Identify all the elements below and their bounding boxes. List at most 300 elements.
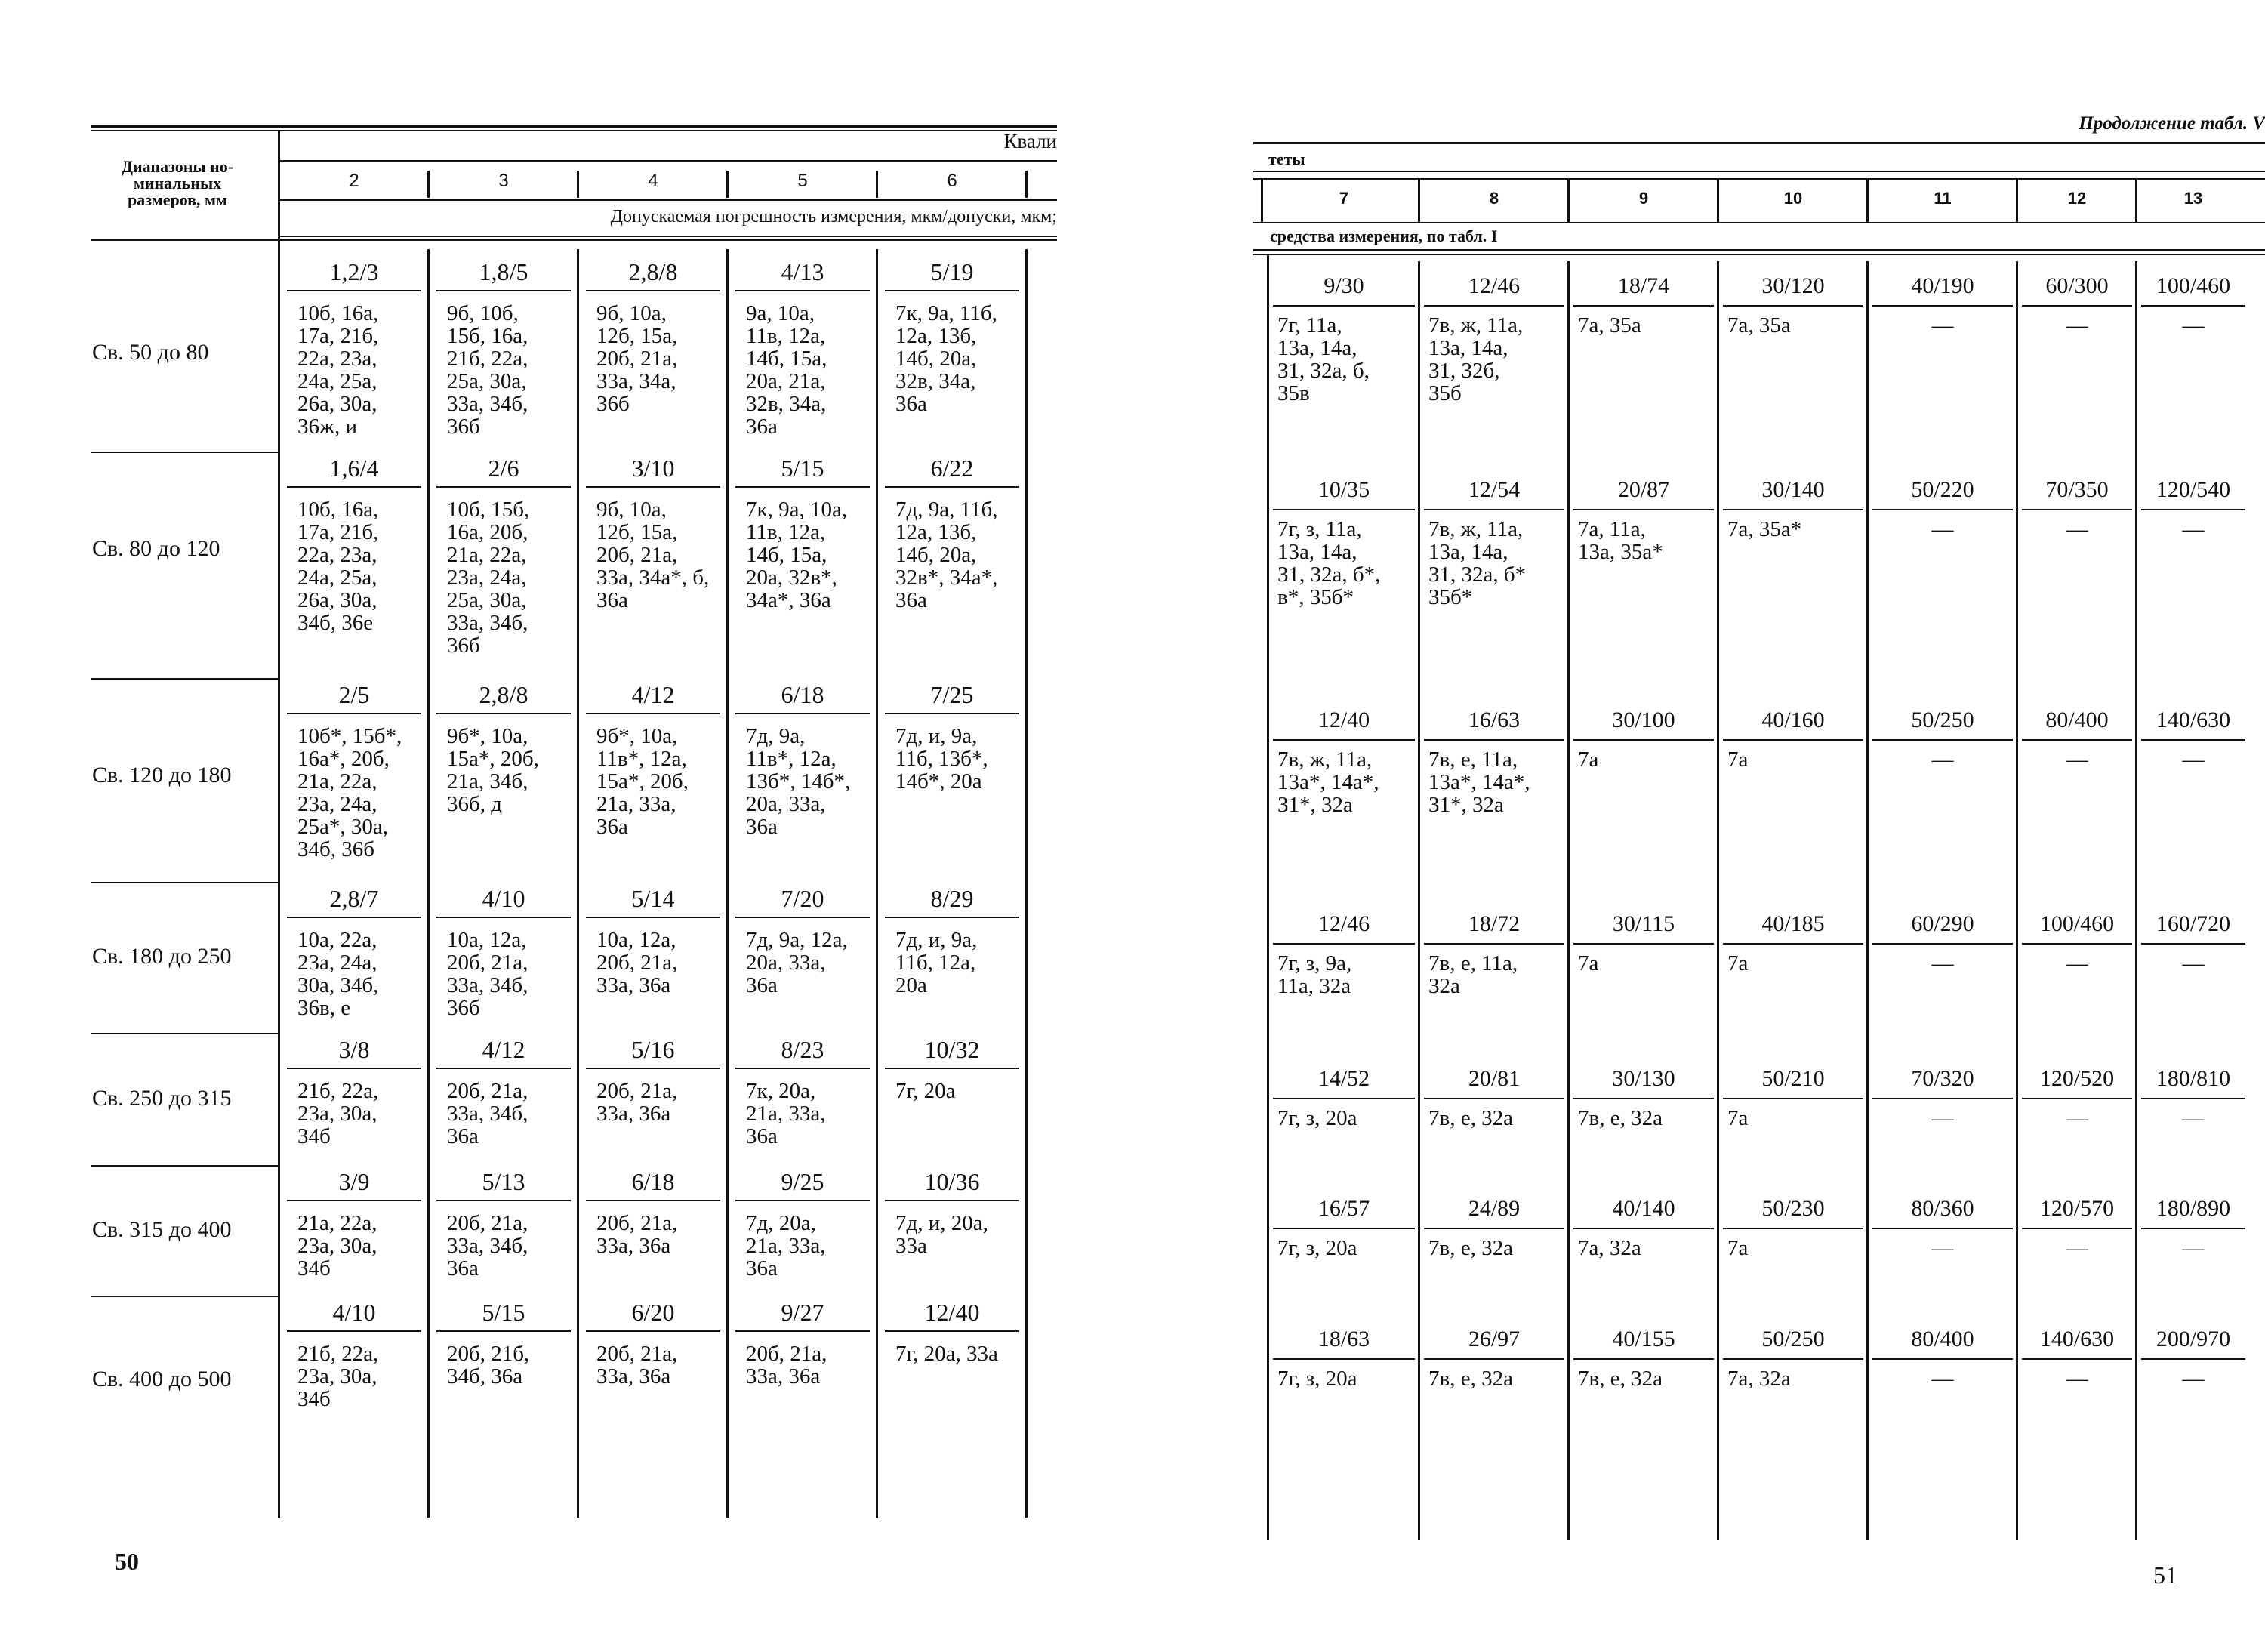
tolerance-value: 5/15 <box>781 455 824 482</box>
tolerance-value: 18/72 <box>1468 911 1521 936</box>
measuring-means-codes: 7г, 11а, 13а, 14а, 31, 32а, б, 35в <box>1277 314 1370 405</box>
size-range: Св. 400 до 500 <box>92 1367 232 1392</box>
tolerance-value: 12/46 <box>1317 911 1370 936</box>
horizontal-rule <box>586 917 720 918</box>
horizontal-rule <box>91 678 279 680</box>
tolerance-value: 60/290 <box>1911 911 1974 936</box>
tolerance-value: 140/630 <box>2156 707 2231 732</box>
measuring-means-codes: — <box>1931 748 1954 771</box>
measuring-means-codes: 7а, 35а* <box>1727 518 1802 541</box>
measuring-means-codes: 7г, з, 20а <box>1277 1107 1357 1130</box>
measuring-means-codes: — <box>1931 952 1954 975</box>
measuring-means-codes: — <box>1931 1107 1954 1130</box>
measuring-means-codes: 7к, 20а, 21а, 33а, 36а <box>746 1080 826 1148</box>
horizontal-rule <box>1723 943 1863 945</box>
horizontal-rule <box>735 486 870 488</box>
horizontal-rule <box>1872 739 2013 741</box>
vertical-rule <box>427 249 430 1518</box>
group-title: Квали <box>1003 130 1057 153</box>
tolerance-value: 80/400 <box>2045 707 2109 732</box>
column-header-5: 5 <box>797 171 808 191</box>
horizontal-rule <box>91 239 1057 241</box>
tolerance-value: 18/63 <box>1317 1327 1370 1351</box>
horizontal-rule <box>279 236 1057 237</box>
tolerance-value: 120/520 <box>2039 1066 2115 1091</box>
tolerance-value: 5/15 <box>482 1299 525 1326</box>
tolerance-value: 180/810 <box>2156 1066 2231 1091</box>
measuring-means-codes: 7в, е, 11а, 13а*, 14а*, 31*, 32а <box>1428 748 1530 816</box>
horizontal-rule <box>1723 1358 1863 1360</box>
horizontal-rule <box>1573 1228 1714 1229</box>
tolerance-value: 9/27 <box>781 1299 824 1326</box>
horizontal-rule <box>1253 222 2265 223</box>
horizontal-rule <box>735 1068 870 1069</box>
measuring-means-codes: 9б, 10а, 12б, 15а, 20б, 21а, 33а, 34а*, б, 36а <box>596 498 710 612</box>
size-range: Св. 50 до 80 <box>92 340 209 365</box>
measuring-means-codes: 7к, 9а, 11б, 12а, 13б, 14б, 20а, 32в, 34а, 36а <box>895 302 997 415</box>
horizontal-rule <box>2141 739 2245 741</box>
column-header-11: 11 <box>1934 189 1952 208</box>
measuring-means-codes: 9б*, 10а, 15а*, 20б, 21а, 34б, 36б, д <box>447 725 539 815</box>
tolerance-value: 140/630 <box>2039 1327 2115 1351</box>
measuring-means-codes: — <box>2066 952 2088 975</box>
tolerance-value: 80/400 <box>1911 1327 1974 1351</box>
horizontal-rule <box>2022 305 2132 307</box>
horizontal-rule <box>2022 509 2132 510</box>
tolerance-value: 4/10 <box>332 1299 376 1326</box>
horizontal-rule <box>1424 739 1564 741</box>
horizontal-rule <box>2141 1098 2245 1099</box>
group-title: теты <box>1268 151 1305 168</box>
horizontal-rule <box>436 1068 571 1069</box>
column-header-4: 4 <box>648 171 658 191</box>
tolerance-value: 10/36 <box>924 1168 980 1195</box>
tolerance-value: 30/140 <box>1761 477 1825 502</box>
tolerance-value: 14/52 <box>1317 1066 1370 1091</box>
measuring-means-codes: — <box>2066 748 2088 771</box>
measuring-means-codes: 10б, 15б, 16а, 20б, 21а, 22а, 23а, 24а, 25а, 30а, 33а, 34б, 36б <box>447 498 530 657</box>
measuring-means-codes: 7д, 9а, 11в*, 12а, 13б*, 14б*, 20а, 33а, 36а <box>746 725 851 838</box>
measuring-means-codes: 7а <box>1727 1107 1749 1130</box>
horizontal-rule <box>1273 739 1415 741</box>
size-range: Св. 250 до 315 <box>92 1085 232 1111</box>
horizontal-rule <box>735 290 870 291</box>
measuring-means-codes: 20б, 21а, 33а, 34б, 36а <box>447 1212 528 1280</box>
horizontal-rule <box>1424 1358 1564 1360</box>
measuring-means-codes: 7а, 35а <box>1578 314 1641 337</box>
vertical-rule <box>577 249 579 1518</box>
horizontal-rule <box>1273 943 1415 945</box>
page-number: 50 <box>115 1548 139 1575</box>
horizontal-rule <box>436 290 571 291</box>
horizontal-rule <box>1872 509 2013 510</box>
tolerance-value: 40/185 <box>1761 911 1825 936</box>
tolerance-value: 1,8/5 <box>479 258 528 285</box>
tolerance-value: 180/890 <box>2156 1196 2231 1221</box>
tolerance-value: 7/25 <box>930 681 974 708</box>
horizontal-rule <box>735 713 870 714</box>
measuring-means-codes: 7д, и, 9а, 11б, 13б*, 14б*, 20а <box>895 725 988 793</box>
horizontal-rule <box>1573 1358 1714 1360</box>
range-column-header: Диапазоны но- минальных размеров, мм <box>121 159 234 208</box>
measuring-means-codes: — <box>2182 314 2205 337</box>
horizontal-rule <box>885 1200 1019 1201</box>
measuring-means-codes: 7а <box>1578 748 1599 771</box>
tolerance-value: 50/230 <box>1761 1196 1825 1221</box>
horizontal-rule <box>91 130 1057 131</box>
tolerance-value: 30/115 <box>1612 911 1675 936</box>
horizontal-rule <box>1424 1228 1564 1229</box>
tolerance-value: 1,6/4 <box>329 455 379 482</box>
tolerance-value: 12/40 <box>924 1299 980 1326</box>
horizontal-rule <box>885 486 1019 488</box>
measuring-means-codes: 21б, 22а, 23а, 30а, 34б <box>297 1342 379 1410</box>
measuring-means-codes: 10а, 12а, 20б, 21а, 33а, 36а <box>596 929 678 997</box>
measuring-means-codes: 7а, 11а, 13а, 35а* <box>1578 518 1663 563</box>
measuring-means-codes: 20б, 21а, 33а, 34б, 36а <box>447 1080 528 1148</box>
horizontal-rule <box>2141 305 2245 307</box>
tolerance-value: 60/300 <box>2045 273 2109 298</box>
measuring-means-codes: 20б, 21а, 33а, 36а <box>596 1212 678 1257</box>
tolerance-value: 120/540 <box>2156 477 2231 502</box>
tolerance-value: 50/250 <box>1911 707 1974 732</box>
horizontal-rule <box>436 713 571 714</box>
horizontal-rule <box>885 1068 1019 1069</box>
measuring-means-codes: — <box>2182 1107 2205 1130</box>
column-header-3: 3 <box>498 171 509 191</box>
column-header-10: 10 <box>1783 189 1803 208</box>
horizontal-rule <box>2141 509 2245 510</box>
horizontal-rule <box>287 1200 421 1201</box>
measuring-means-codes: 20б, 21а, 33а, 36а <box>596 1080 678 1125</box>
horizontal-rule <box>1573 739 1714 741</box>
tolerance-value: 30/120 <box>1761 273 1825 298</box>
tolerance-value: 6/18 <box>631 1168 675 1195</box>
horizontal-rule <box>287 486 421 488</box>
tolerance-value: 3/10 <box>631 455 675 482</box>
horizontal-rule <box>1253 142 2265 144</box>
horizontal-rule <box>287 1330 421 1332</box>
measuring-means-codes: 10б*, 15б*, 16а*, 20б, 21а, 22а, 23а, 24а, 25а*, 30а, 34б, 36б <box>297 725 402 861</box>
measuring-means-codes: 9б*, 10а, 11в*, 12а, 15а*, 20б, 21а, 33а, 36а <box>596 725 689 838</box>
horizontal-rule <box>91 882 279 883</box>
measuring-means-codes: 7г, 20а <box>895 1080 956 1102</box>
horizontal-rule <box>2022 1358 2132 1360</box>
horizontal-rule <box>1253 249 2265 251</box>
horizontal-rule <box>1273 305 1415 307</box>
horizontal-rule <box>1253 178 2265 180</box>
tolerance-value: 6/18 <box>781 681 824 708</box>
horizontal-rule <box>1424 305 1564 307</box>
tolerance-value: 10/35 <box>1317 477 1370 502</box>
tolerance-value: 3/9 <box>338 1168 370 1195</box>
horizontal-rule <box>586 486 720 488</box>
measuring-means-codes: 21а, 22а, 23а, 30а, 34б <box>297 1212 378 1280</box>
tolerance-value: 8/29 <box>930 885 974 912</box>
horizontal-rule <box>1424 943 1564 945</box>
horizontal-rule <box>586 1068 720 1069</box>
horizontal-rule <box>735 1330 870 1332</box>
tolerance-value: 5/19 <box>930 258 974 285</box>
measuring-means-codes: — <box>2066 1237 2088 1259</box>
horizontal-rule <box>735 1200 870 1201</box>
tolerance-value: 5/14 <box>631 885 675 912</box>
horizontal-rule <box>279 160 1057 162</box>
measuring-means-codes: 20б, 21б, 34б, 36а <box>447 1342 530 1388</box>
measuring-means-codes: — <box>2182 1237 2205 1259</box>
tolerance-value: 18/74 <box>1617 273 1670 298</box>
measuring-means-codes: 7в, е, 32а <box>1428 1237 1513 1259</box>
horizontal-rule <box>1723 1228 1863 1229</box>
column-header-2: 2 <box>349 171 359 191</box>
tolerance-value: 4/12 <box>631 681 675 708</box>
measuring-means-codes: 7г, з, 20а <box>1277 1237 1357 1259</box>
tolerance-value: 40/155 <box>1612 1327 1675 1351</box>
vertical-rule <box>726 249 729 1518</box>
tolerance-value: 6/20 <box>631 1299 675 1326</box>
tolerance-value: 16/63 <box>1468 707 1521 732</box>
horizontal-rule <box>436 917 571 918</box>
measuring-means-codes: 7а <box>1727 748 1749 771</box>
horizontal-rule <box>1573 305 1714 307</box>
measuring-means-codes: 10б, 16а, 17а, 21б, 22а, 23а, 24а, 25а, 26а, 30а, 36ж, и <box>297 302 379 438</box>
horizontal-rule <box>885 917 1019 918</box>
column-header-7: 7 <box>1339 189 1349 208</box>
horizontal-rule <box>436 486 571 488</box>
tolerance-value: 160/720 <box>2156 911 2231 936</box>
tolerance-value: 20/81 <box>1468 1066 1521 1091</box>
tolerance-value: 2/5 <box>338 681 370 708</box>
horizontal-rule <box>1723 1098 1863 1099</box>
size-range: Св. 120 до 180 <box>92 763 232 787</box>
measuring-means-codes: — <box>2066 1367 2088 1390</box>
measuring-means-codes: 10а, 22а, 23а, 24а, 30а, 34б, 36в, е <box>297 929 379 1019</box>
measuring-means-codes: 7а <box>1727 1237 1749 1259</box>
tolerance-value: 5/13 <box>482 1168 525 1195</box>
horizontal-rule <box>586 290 720 291</box>
tolerance-value: 80/360 <box>1911 1196 1974 1221</box>
horizontal-rule <box>279 199 1057 201</box>
horizontal-rule <box>586 713 720 714</box>
tolerance-value: 2,8/8 <box>479 681 528 708</box>
measuring-means-codes: 10а, 12а, 20б, 21а, 33а, 34б, 36б <box>447 929 528 1019</box>
vertical-rule <box>1025 249 1028 1518</box>
horizontal-rule <box>1573 943 1714 945</box>
size-range: Св. 80 до 120 <box>92 536 220 561</box>
horizontal-rule <box>1273 1358 1415 1360</box>
horizontal-rule <box>91 452 279 453</box>
horizontal-rule <box>885 290 1019 291</box>
tolerance-value: 8/23 <box>781 1036 824 1063</box>
measuring-means-codes: 7г, з, 9а, 11а, 32а <box>1277 952 1352 997</box>
tolerance-value: 2,8/7 <box>329 885 379 912</box>
horizontal-rule <box>287 290 421 291</box>
tolerance-value: 40/140 <box>1612 1196 1675 1221</box>
tolerance-value: 120/570 <box>2039 1196 2115 1221</box>
measuring-means-codes: 21б, 22а, 23а, 30а, 34б <box>297 1080 379 1148</box>
measuring-means-codes: 7д, 20а, 21а, 33а, 36а <box>746 1212 826 1280</box>
tolerance-value: 12/40 <box>1317 707 1370 732</box>
tolerance-value: 4/10 <box>482 885 525 912</box>
measuring-means-codes: — <box>2066 518 2088 541</box>
horizontal-rule <box>1273 1098 1415 1099</box>
measuring-means-codes: 7д, и, 20а, 33а <box>895 1212 988 1257</box>
tolerance-value: 9/25 <box>781 1168 824 1195</box>
measuring-means-codes: 7в, ж, 11а, 13а, 14а, 31, 32а, б* 35б* <box>1428 518 1527 609</box>
tolerance-value: 30/100 <box>1612 707 1675 732</box>
horizontal-rule <box>287 1068 421 1069</box>
tolerance-value: 24/89 <box>1468 1196 1521 1221</box>
tolerance-value: 20/87 <box>1617 477 1670 502</box>
horizontal-rule <box>1424 1098 1564 1099</box>
measuring-means-codes: 7д, и, 9а, 11б, 12а, 20а <box>895 929 978 997</box>
tolerance-value: 9/30 <box>1324 273 1364 298</box>
horizontal-rule <box>885 1330 1019 1332</box>
tolerance-value: 30/130 <box>1612 1066 1675 1091</box>
tolerance-value: 6/22 <box>930 455 974 482</box>
horizontal-rule <box>1273 509 1415 510</box>
vertical-rule <box>1261 180 1263 222</box>
column-header-6: 6 <box>947 171 957 191</box>
measuring-means-codes: 7а, 35а <box>1727 314 1791 337</box>
tolerance-value: 70/320 <box>1911 1066 1974 1091</box>
tolerance-value: 2/6 <box>488 455 519 482</box>
measuring-means-codes: 7в, е, 32а <box>1428 1107 1513 1130</box>
size-range: Св. 315 до 400 <box>92 1216 232 1242</box>
horizontal-rule <box>2141 1228 2245 1229</box>
table-subtitle: Допускаемая погрешность измерения, мкм/допуски, мкм; <box>610 207 1057 227</box>
horizontal-rule <box>1872 943 2013 945</box>
tolerance-value: 16/57 <box>1317 1196 1370 1221</box>
tolerance-value: 100/460 <box>2039 911 2115 936</box>
vertical-rule <box>876 249 878 1518</box>
tolerance-value: 12/54 <box>1468 477 1521 502</box>
measuring-means-codes: 7в, ж, 11а, 13а, 14а, 31, 32б, 35б <box>1428 314 1524 405</box>
horizontal-rule <box>91 1033 279 1034</box>
measuring-means-codes: 10б, 16а, 17а, 21б, 22а, 23а, 24а, 25а, 26а, 30а, 34б, 36е <box>297 498 379 634</box>
tolerance-value: 1,2/3 <box>329 258 379 285</box>
tolerance-value: 10/32 <box>924 1036 980 1063</box>
left-page <box>0 0 1132 1652</box>
horizontal-rule <box>735 917 870 918</box>
table-subtitle: средства измерения, по табл. I <box>1270 228 1498 245</box>
horizontal-rule <box>1573 1098 1714 1099</box>
horizontal-rule <box>1723 509 1863 510</box>
tolerance-value: 50/220 <box>1911 477 1974 502</box>
measuring-means-codes: 7в, е, 11а, 32а <box>1428 952 1518 997</box>
horizontal-rule <box>91 1165 279 1167</box>
horizontal-rule <box>1872 1358 2013 1360</box>
measuring-means-codes: — <box>2182 518 2205 541</box>
tolerance-value: 40/160 <box>1761 707 1825 732</box>
measuring-means-codes: 7в, ж, 11а, 13а*, 14а*, 31*, 32а <box>1277 748 1379 816</box>
measuring-means-codes: 7в, е, 32а <box>1578 1367 1663 1390</box>
horizontal-rule <box>885 713 1019 714</box>
horizontal-rule <box>1723 739 1863 741</box>
horizontal-rule <box>287 713 421 714</box>
measuring-means-codes: 9б, 10а, 12б, 15а, 20б, 21а, 33а, 34а, 36б <box>596 302 678 415</box>
tolerance-value: 100/460 <box>2156 273 2231 298</box>
tolerance-value: 50/250 <box>1761 1327 1825 1351</box>
measuring-means-codes: — <box>1931 314 1954 337</box>
tolerance-value: 26/97 <box>1468 1327 1521 1351</box>
horizontal-rule <box>2022 739 2132 741</box>
measuring-means-codes: 20б, 21а, 33а, 36а <box>596 1342 678 1388</box>
measuring-means-codes: 9а, 10а, 11в, 12а, 14б, 15а, 20а, 21а, 32в, 34а, 36а <box>746 302 827 438</box>
measuring-means-codes: — <box>1931 1367 1954 1390</box>
horizontal-rule <box>2022 1228 2132 1229</box>
horizontal-rule <box>2141 1358 2245 1360</box>
measuring-means-codes: 7к, 9а, 10а, 11в, 12а, 14б, 15а, 20а, 32в*, 34а*, 36а <box>746 498 848 612</box>
measuring-means-codes: 7г, 20а, 33а <box>895 1342 998 1365</box>
tolerance-value: 70/350 <box>2045 477 2109 502</box>
horizontal-rule <box>1273 1228 1415 1229</box>
tolerance-value: 5/16 <box>631 1036 675 1063</box>
size-range: Св. 180 до 250 <box>92 944 232 969</box>
tolerance-value: 4/13 <box>781 258 824 285</box>
horizontal-rule <box>91 125 1057 128</box>
tolerance-value: 12/46 <box>1468 273 1521 298</box>
tolerance-value: 2,8/8 <box>628 258 678 285</box>
tolerance-value: 50/210 <box>1761 1066 1825 1091</box>
measuring-means-codes: 7а <box>1727 952 1749 975</box>
measuring-means-codes: 20б, 21а, 33а, 36а <box>746 1342 827 1388</box>
horizontal-rule <box>1723 305 1863 307</box>
measuring-means-codes: 7а, 32а <box>1578 1237 1641 1259</box>
horizontal-rule <box>2022 1098 2132 1099</box>
column-header-12: 12 <box>2067 189 2087 208</box>
measuring-means-codes: 7а, 32а <box>1727 1367 1791 1390</box>
horizontal-rule <box>1872 1228 2013 1229</box>
column-header-8: 8 <box>1489 189 1499 208</box>
horizontal-rule <box>1872 1098 2013 1099</box>
horizontal-rule <box>2141 943 2245 945</box>
horizontal-rule <box>2022 943 2132 945</box>
tolerance-value: 3/8 <box>338 1036 370 1063</box>
horizontal-rule <box>1424 509 1564 510</box>
horizontal-rule <box>436 1330 571 1332</box>
measuring-means-codes: 7а <box>1578 952 1599 975</box>
tolerance-value: 200/970 <box>2156 1327 2231 1351</box>
measuring-means-codes: 7в, е, 32а <box>1578 1107 1663 1130</box>
measuring-means-codes: — <box>2182 952 2205 975</box>
horizontal-rule <box>287 917 421 918</box>
tolerance-value: 7/20 <box>781 885 824 912</box>
horizontal-rule <box>436 1200 571 1201</box>
tolerance-value: 40/190 <box>1911 273 1974 298</box>
column-header-13: 13 <box>2183 189 2203 208</box>
measuring-means-codes: 7г, з, 11а, 13а, 14а, 31, 32а, б*, в*, 35б* <box>1277 518 1381 609</box>
horizontal-rule <box>1253 171 2265 172</box>
horizontal-rule <box>1573 509 1714 510</box>
horizontal-rule <box>1872 305 2013 307</box>
measuring-means-codes: — <box>2182 1367 2205 1390</box>
table-continuation-caption: Продолжение табл. V <box>2079 113 2265 134</box>
measuring-means-codes: 9б, 10б, 15б, 16а, 21б, 22а, 25а, 30а, 33а, 34б, 36б <box>447 302 528 438</box>
measuring-means-codes: 7г, з, 20а <box>1277 1367 1357 1390</box>
measuring-means-codes: — <box>1931 1237 1954 1259</box>
measuring-means-codes: 7д, 9а, 12а, 20а, 33а, 36а <box>746 929 848 997</box>
measuring-means-codes: — <box>2182 748 2205 771</box>
tolerance-value: 4/12 <box>482 1036 525 1063</box>
right-page <box>1132 0 2265 1652</box>
measuring-means-codes: 7д, 9а, 11б, 12а, 13б, 14б, 20а, 32в*, 34а*, 36а <box>895 498 998 612</box>
measuring-means-codes: — <box>2066 1107 2088 1130</box>
page-number: 51 <box>2153 1561 2177 1589</box>
measuring-means-codes: 7в, е, 32а <box>1428 1367 1513 1390</box>
horizontal-rule <box>586 1330 720 1332</box>
horizontal-rule <box>91 1296 279 1297</box>
